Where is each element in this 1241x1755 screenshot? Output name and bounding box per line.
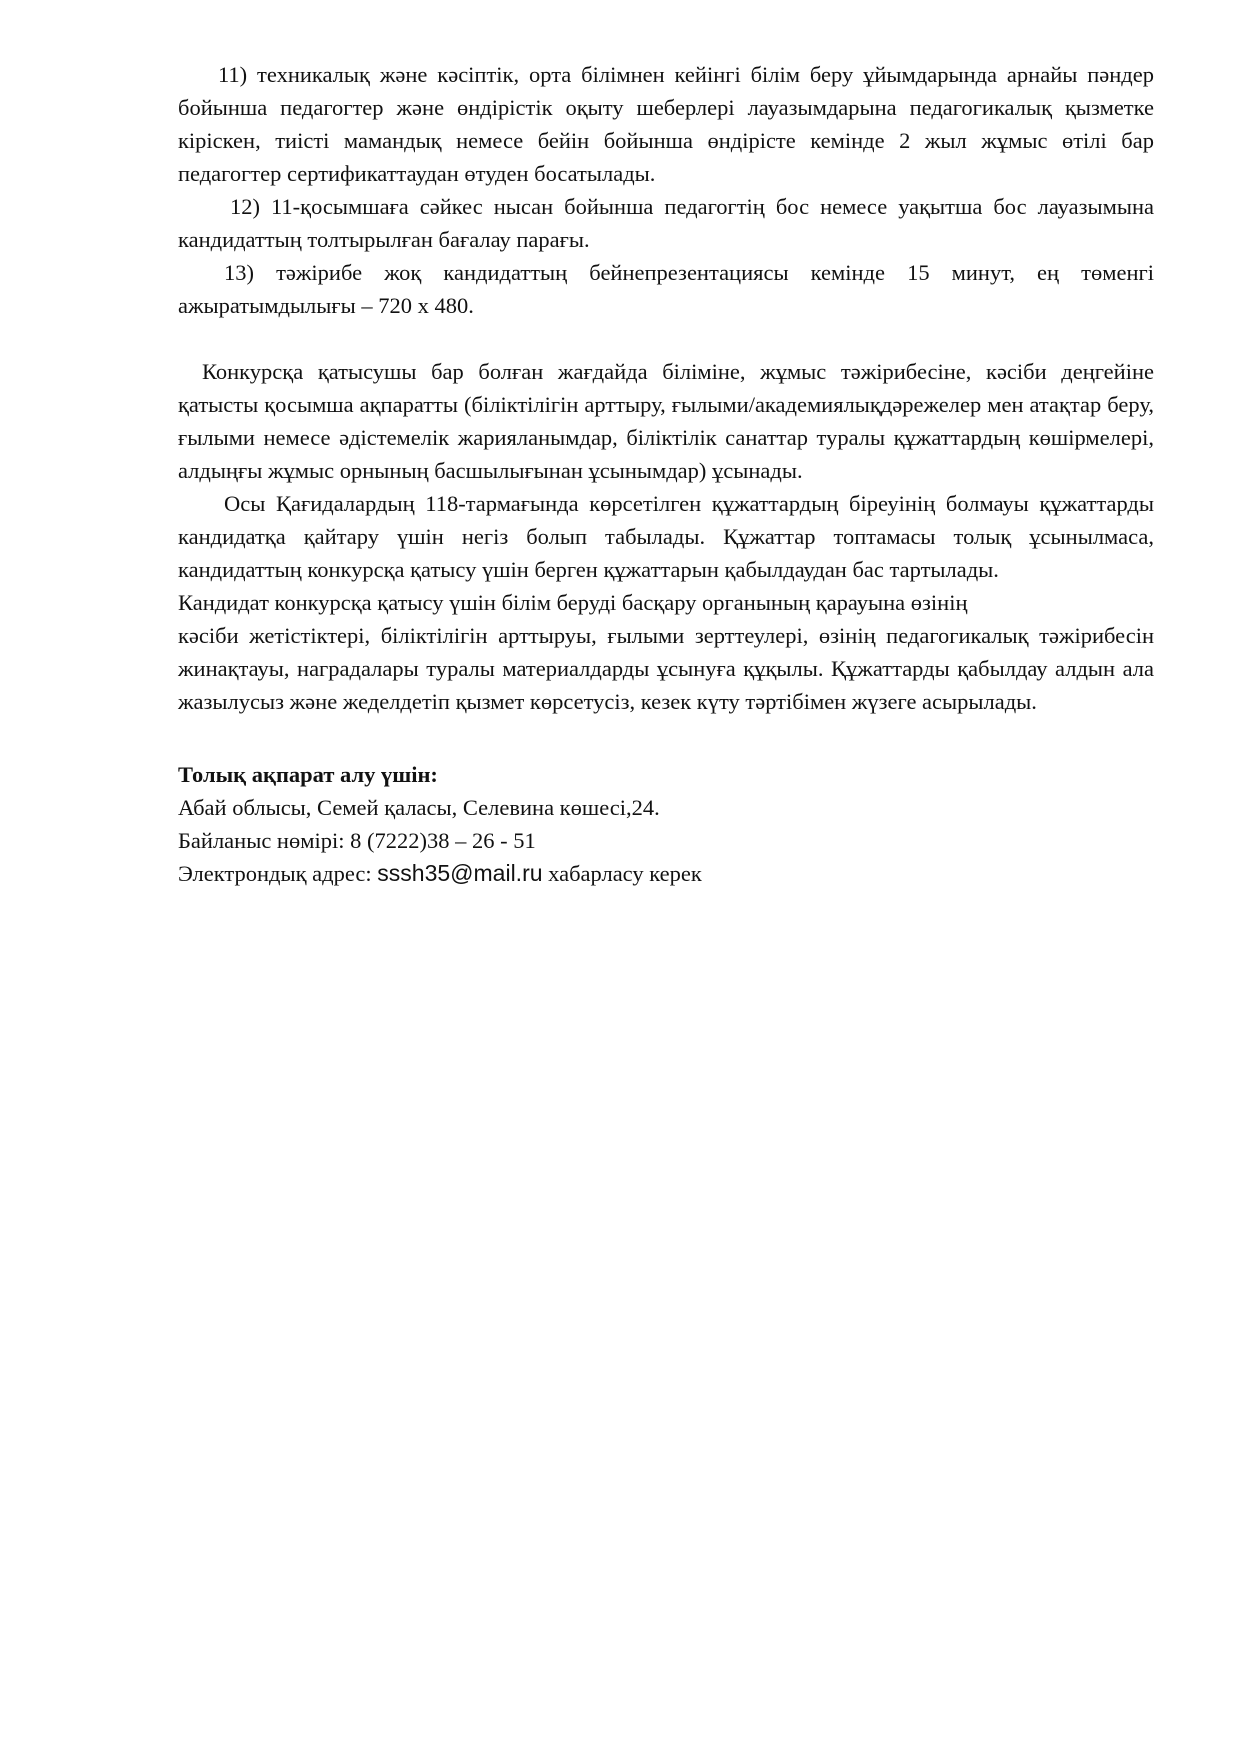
email-address-link[interactable]: sssh35@mail.ru	[377, 860, 543, 886]
contact-address: Абай облысы, Семей қаласы, Селевина көшесі,24.	[178, 795, 660, 820]
contact-heading: Толық ақпарат алу үшін:	[178, 762, 438, 787]
additional-info-paragraph: Конкурсқа қатысушы бар болған жағдайда біліміне, жұмыс тәжірибесіне, кәсіби деңгейіне қатысты қосымша ақпаратты (біліктілігін арттыру, ғылыми/академиялықдәрежелер мен атақтар беру, ғылыми немесе әдістемелік жарияланымдар, біліктілік санаттар туралы құжаттардың көшірмелері, алдыңғы жұмыс орнының басшылығынан ұсынымдар) ұсынады.	[178, 359, 1154, 483]
document-body	[178, 58, 1154, 890]
candidate-rights-first-line: Кандидат конкурсқа қатысу үшін білім беруді басқару органының қарауына өзінің	[178, 590, 968, 615]
list-item-11: 11) техникалық және кәсіптік, орта білімнен кейінгі білім беру ұйымдарында арнайы пәндер бойынша педагогтер және өндірістік оқыту шеберлері лауазымдарына педагогикалық қызметке кірiскен, тиісті мамандық немесе бейін бойынша өндірісте кемінде 2 жыл жұмыс өтілі бар педагогтер сертификаттаудан өтуден босатылады.	[178, 62, 1154, 186]
email-suffix: хабарласу керек	[542, 861, 702, 886]
contact-spacer	[178, 718, 1154, 758]
email-label: Электрондық адрес:	[178, 861, 378, 886]
candidate-rights-paragraph: кәсіби жетістіктері, біліктілігін арттыруы, ғылыми зерттеулері, өзінің педагогикалық тәжірибесін жинақтауы, наградалары туралы материалдарды ұсынуға құқылы. Құжаттарды қабылдау алдын ала жазылусыз және жеделдетіп қызмет көрсетусіз, кезек күту тәртібімен жүзеге асырылады.	[178, 623, 1154, 714]
contact-email-line	[178, 857, 1154, 890]
contact-phone: Байланыс нөмірі: 8 (7222)38 – 26 - 51	[178, 828, 536, 853]
missing-documents-paragraph: Осы Қағидалардың 118-тармағында көрсетілген құжаттардың біреуінің болмауы құжаттарды кандидатқа қайтару үшін негіз болып табылады. Құжаттар топтамасы толық ұсынылмаса, кандидаттың конкурсқа қатысу үшін берген құжаттарын қабылдаудан бас тартылады.	[178, 491, 1154, 582]
list-item-13: 13) тәжірибе жоқ кандидаттың бейнепрезентациясы кемінде 15 минут, ең төменгі ажыратымдылығы – 720 x 480.	[178, 260, 1154, 318]
list-item-12: 12) 11-қосымшаға сәйкес нысан бойынша педагогтің бос немесе уақытша бос лауазымына кандидаттың толтырылған бағалау парағы.	[178, 194, 1154, 252]
paragraph-spacer	[178, 322, 1154, 355]
